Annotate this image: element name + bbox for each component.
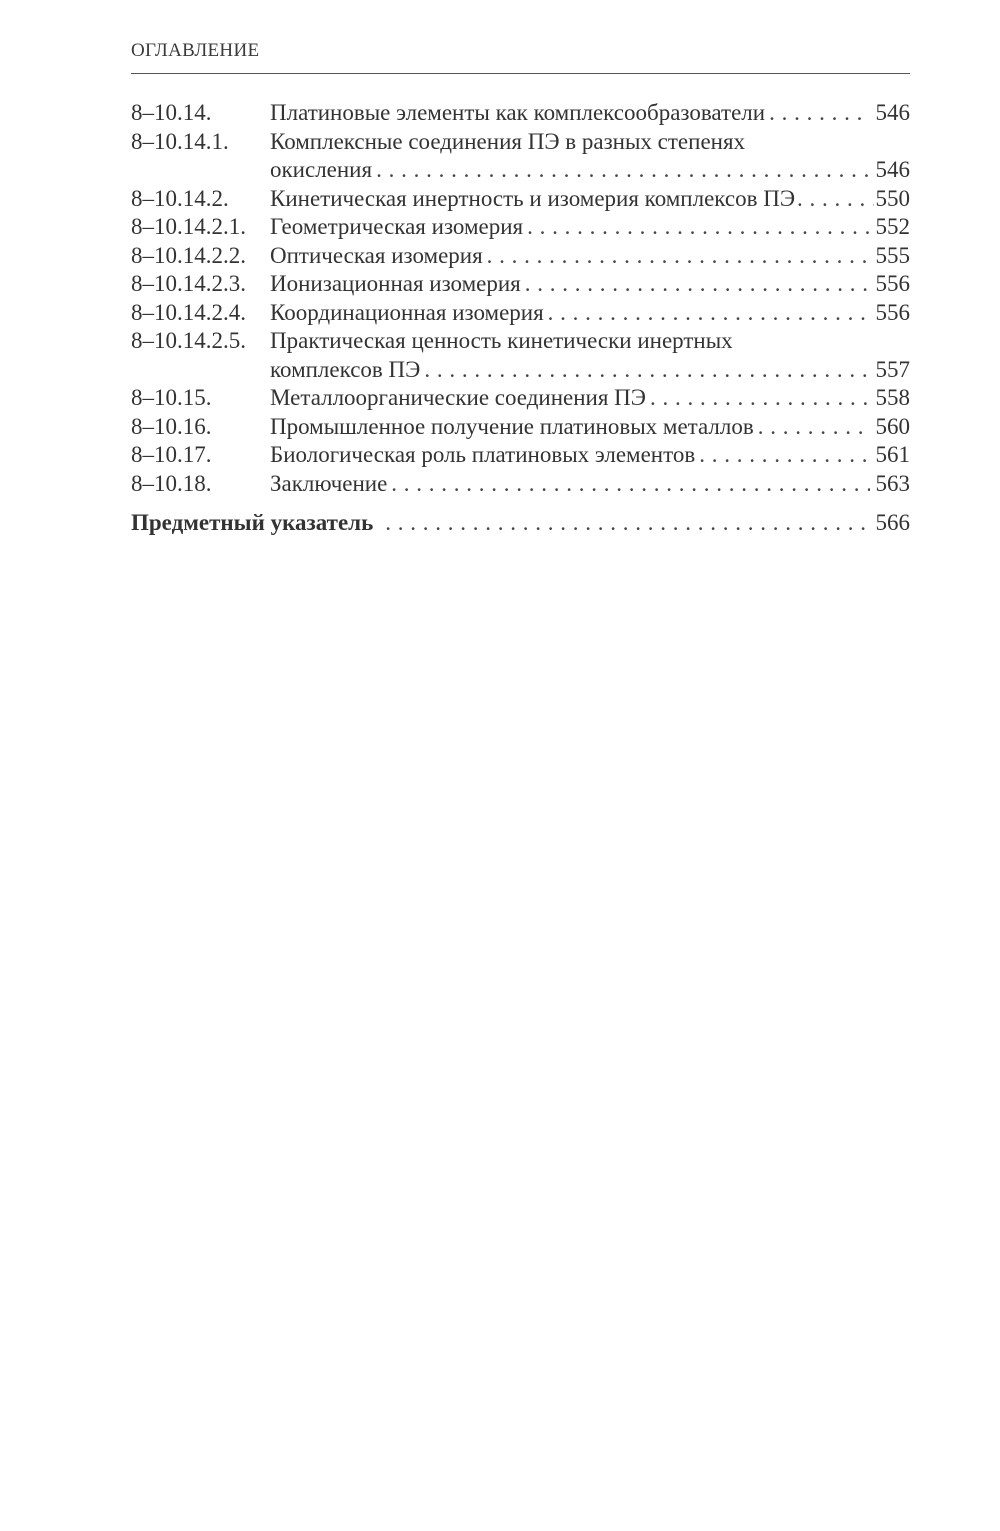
dot-leader (650, 384, 870, 413)
toc-entry-title: Комплексные соединения ПЭ в разных степенях (270, 128, 746, 154)
toc-entry-title-continuation: окисления (270, 157, 373, 182)
toc-entry-page: 550 (875, 185, 910, 211)
toc-entry-number: 8–10.17. (131, 442, 212, 467)
table-of-contents (131, 99, 910, 538)
toc-entry[interactable] (131, 99, 910, 128)
toc-entry-number: 8–10.14. (131, 100, 212, 125)
toc-entry-title: Биологическая роль платиновых элементов (270, 442, 696, 467)
toc-entry-title-continuation: комплексов ПЭ (270, 356, 421, 382)
toc-entry-page: 558 (875, 385, 910, 410)
toc-entry-page: 546 (875, 100, 910, 125)
toc-entry-number: 8–10.14.2.4. (131, 299, 246, 325)
toc-index-entry[interactable] (131, 509, 910, 538)
toc-entry-title: Промышленное получение платиновых металлов (270, 413, 754, 439)
toc-entry-title: Металлоорганические соединения ПЭ (270, 385, 646, 410)
toc-entry-page: 560 (875, 413, 910, 439)
dot-leader (699, 441, 869, 470)
toc-entry-number: 8–10.14.2. (131, 185, 229, 211)
toc-entry-page: 557 (875, 356, 910, 382)
toc-entry-title: Координационная изомерия (270, 299, 544, 325)
toc-entry-page: 556 (875, 271, 910, 296)
toc-entry[interactable] (131, 213, 910, 242)
running-head: ОГЛАВЛЕНИЕ (131, 40, 260, 61)
toc-entry-number: 8–10.14.2.5. (131, 328, 246, 353)
toc-entry-title: Оптическая изомерия (270, 242, 483, 268)
toc-entry-title: Геометрическая изомерия (270, 214, 524, 239)
dot-leader (769, 99, 869, 128)
toc-entry[interactable] (131, 128, 910, 185)
toc-entry-number: 8–10.14.2.1. (131, 214, 246, 239)
toc-entry-page: 555 (875, 242, 910, 268)
index-entry-page: 566 (875, 510, 910, 535)
toc-entry-page: 561 (875, 442, 910, 467)
dot-leader (797, 185, 873, 214)
toc-entry[interactable] (131, 270, 910, 299)
toc-entry-title: Кинетическая инертность и изомерия комплексов ПЭ (270, 185, 796, 211)
toc-entry[interactable] (131, 384, 910, 413)
toc-entry-number: 8–10.15. (131, 385, 212, 410)
toc-entry[interactable] (131, 327, 910, 384)
toc-entry[interactable] (131, 185, 910, 214)
toc-entry-number: 8–10.16. (131, 413, 212, 439)
header-rule (131, 73, 910, 74)
dot-leader (525, 270, 870, 299)
toc-entry-number: 8–10.18. (131, 470, 212, 496)
toc-entry-title: Платиновые элементы как комплексообразователи (270, 100, 766, 125)
toc-entry[interactable] (131, 441, 910, 470)
dot-leader (391, 470, 869, 499)
toc-entry-number: 8–10.14.1. (131, 128, 229, 154)
index-entry-title: Предметный указатель (131, 510, 374, 535)
toc-entry[interactable] (131, 299, 910, 328)
toc-entry[interactable] (131, 413, 910, 442)
toc-entry-number: 8–10.14.2.3. (131, 271, 246, 296)
toc-entry-page: 546 (875, 157, 910, 182)
toc-entry[interactable] (131, 242, 910, 271)
toc-entry-page: 552 (875, 214, 910, 239)
dot-leader (424, 356, 869, 385)
dot-leader (376, 156, 869, 185)
dot-leader (548, 299, 870, 328)
dot-leader (527, 213, 869, 242)
dot-leader (487, 242, 870, 271)
toc-entry-title: Заключение (270, 470, 388, 496)
toc-entry-page: 556 (875, 299, 910, 325)
toc-entry-title: Практическая ценность кинетически инертных (270, 328, 733, 353)
toc-entry-number: 8–10.14.2.2. (131, 242, 246, 268)
toc-entry-title: Ионизационная изомерия (270, 271, 521, 296)
dot-leader (758, 413, 870, 442)
dot-leader (385, 509, 869, 538)
toc-entry[interactable] (131, 470, 910, 499)
toc-entry-page: 563 (875, 470, 910, 496)
